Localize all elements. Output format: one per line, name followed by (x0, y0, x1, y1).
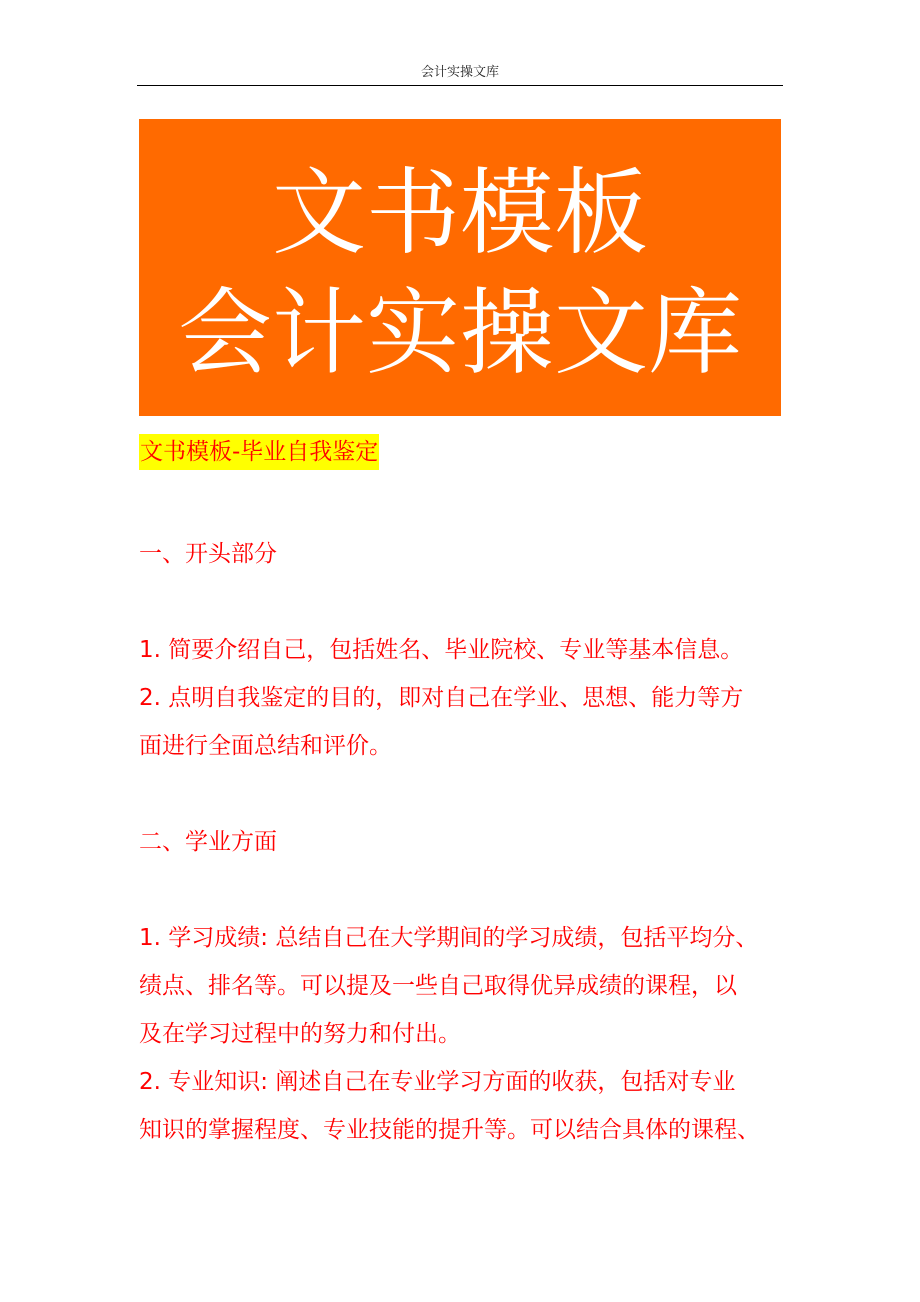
paragraph-line: 面进行全面总结和评价。 (139, 733, 392, 759)
blank-line (139, 578, 789, 626)
blank-line (139, 866, 789, 914)
paragraph-line: 及在学习过程中的努力和付出。 (139, 1021, 461, 1047)
banner-line-2: 会计实操文库 (177, 279, 742, 388)
paragraph-line: 知识的掌握程度、专业技能的提升等。可以结合具体的课程、 (139, 1117, 760, 1143)
paragraph-line: 1. 学习成绩: 总结自己在大学期间的学习成绩，包括平均分、 (139, 925, 759, 951)
paragraph-line: 1. 简要介绍自己，包括姓名、毕业院校、专业等基本信息。 (139, 637, 744, 663)
document-title: 文书模板-毕业自我鉴定 (139, 434, 379, 470)
title-banner (139, 119, 781, 416)
running-header: 会计实操文库 (420, 65, 499, 80)
header-divider (137, 85, 783, 86)
paragraph-line: 2. 点明自我鉴定的目的，即对自己在学业、思想、能力等方 (139, 685, 744, 711)
section-heading-intro: 一、开头部分 (139, 541, 277, 567)
section-heading-academics: 二、学业方面 (139, 829, 277, 855)
paragraph-line: 2. 专业知识: 阐述自己在专业学习方面的收获，包括对专业 (139, 1069, 736, 1095)
banner-line-1: 文书模板 (271, 159, 648, 268)
blank-line (139, 770, 789, 818)
document-body (139, 530, 789, 1154)
paragraph-line: 绩点、排名等。可以提及一些自己取得优异成绩的课程，以 (139, 973, 737, 999)
